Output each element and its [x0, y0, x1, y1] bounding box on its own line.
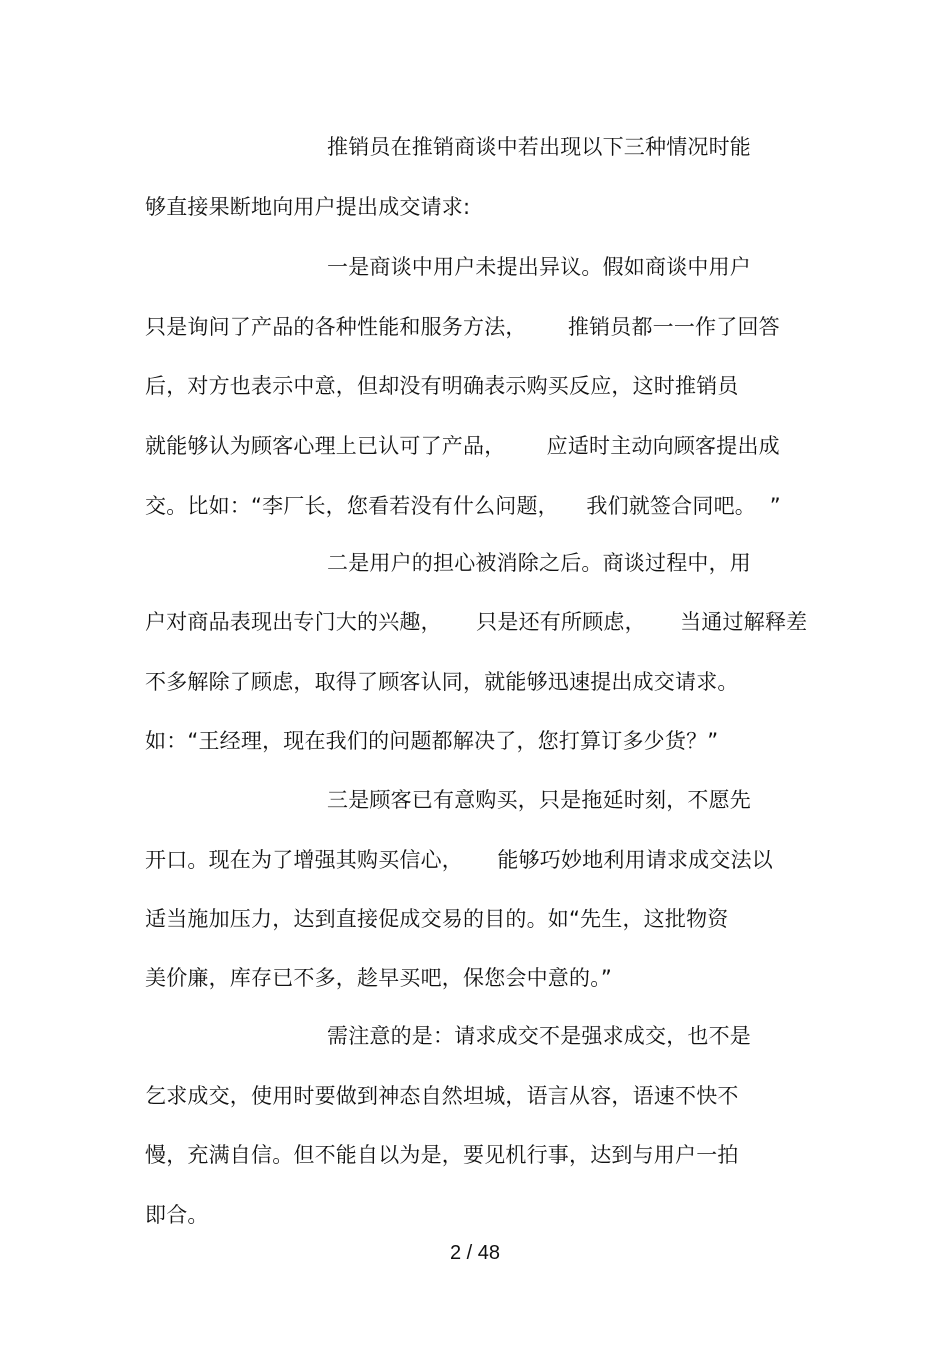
paragraph-2-line-2: 只是询问了产品的各种性能和服务方法， 推销员都一一作了回答: [145, 315, 780, 339]
paragraph-2-line-1: 一是商谈中用户未提出异议。假如商谈中用户: [327, 255, 751, 279]
paragraph-4-line-1: 三是顾客已有意购买，只是拖延时刻，不愿先: [327, 788, 751, 812]
paragraph-5-line-3: 慢，充满自信。但不能自以为是，要见机行事，达到与用户一拍: [145, 1143, 739, 1167]
paragraph-2-line-3: 后，对方也表示中意，但却没有明确表示购买反应，这时推销员: [145, 374, 739, 398]
paragraph-4-line-2: 开口。现在为了增强其购买信心， 能够巧妙地利用请求成交法以: [145, 848, 773, 872]
paragraph-5-line-4: 即合。: [145, 1203, 209, 1227]
paragraph-5-line-1: 需注意的是：请求成交不是强求成交，也不是: [327, 1024, 751, 1048]
paragraph-4-line-3: 适当施加压力，达到直接促成交易的目的。如“先生，这批物资: [145, 907, 729, 931]
paragraph-2-line-5: 交。比如：“李厂长，您看若没有什么问题， 我们就签合同吧。 ”: [145, 494, 781, 518]
paragraph-1-line-2: 够直接果断地向用户提出成交请求:: [145, 195, 471, 219]
paragraph-3-line-4: 如：“王经理，现在我们的问题都解决了，您打算订多少货？”: [145, 729, 719, 753]
paragraph-4-line-4: 美价廉，库存已不多，趁早买吧，保您会中意的。”: [145, 966, 612, 990]
paragraph-5-line-2: 乞求成交，使用时要做到神态自然坦城，语言从容，语速不快不: [145, 1084, 739, 1108]
paragraph-2-line-4: 就能够认为顾客心理上已认可了产品， 应适时主动向顾客提出成: [145, 434, 780, 458]
paragraph-3-line-1: 二是用户的担心被消除之后。商谈过程中，用: [327, 551, 751, 575]
paragraph-3-line-3: 不多解除了顾虑，取得了顾客认同，就能够迅速提出成交请求。: [145, 670, 739, 694]
paragraph-1-line-1: 推销员在推销商谈中若出现以下三种情况时能: [327, 135, 751, 159]
paragraph-3-line-2: 户对商品表现出专门大的兴趣， 只是还有所顾虑， 当通过解释差: [145, 610, 808, 634]
page-number: 2 / 48: [449, 1242, 501, 1264]
